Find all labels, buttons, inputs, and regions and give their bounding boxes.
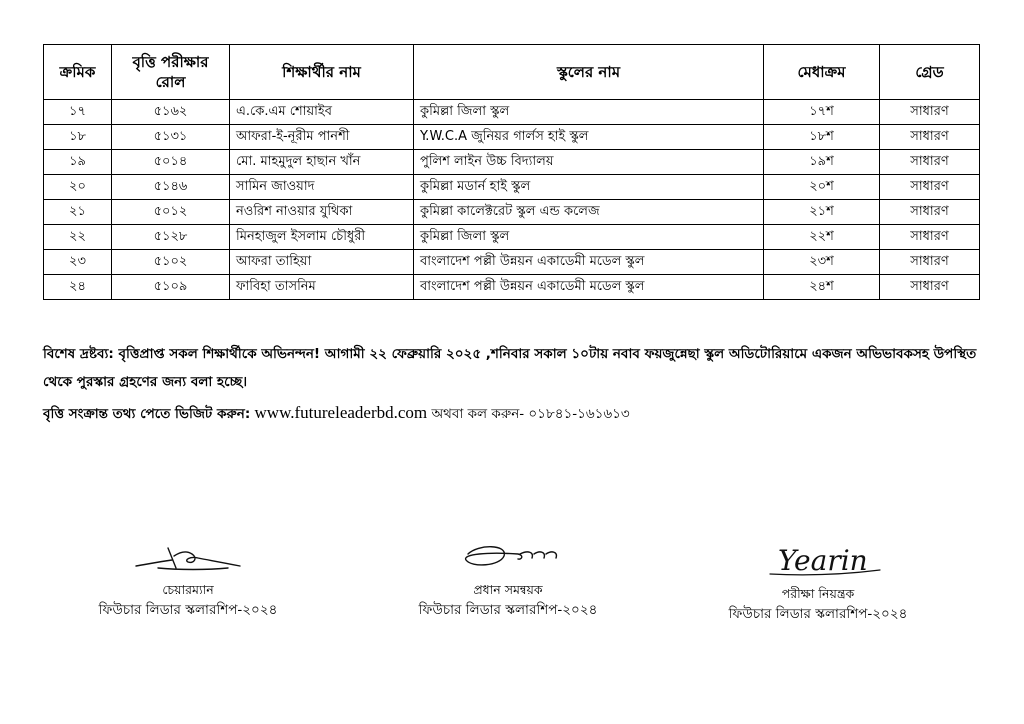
table-row [44, 100, 980, 125]
cell-student-name: মো. মাহমুদুল হাছান খাঁন [230, 150, 414, 175]
signature-coordinator-icon [448, 540, 568, 574]
cell-school-name: বাংলাদেশ পল্লী উন্নয়ন একাডেমী মডেল স্কুল [414, 275, 764, 300]
cell-merit-position: ২৩শ [764, 250, 880, 275]
table-row [44, 250, 980, 275]
header-roll: বৃত্তি পরীক্ষার রোল [112, 45, 230, 100]
cell-grade: সাধারণ [880, 125, 980, 150]
signature-title: চেয়ারম্যান [162, 582, 214, 597]
signature-exam-controller-icon [748, 540, 888, 578]
signature-chairman-icon [128, 540, 248, 574]
cell-grade: সাধারণ [880, 200, 980, 225]
cell-school-name: পুলিশ লাইন উচ্চ বিদ্যালয় [414, 150, 764, 175]
contact-info-label: বৃত্তি সংক্রান্ত তথ্য পেতে ভিজিট করুন: [43, 406, 251, 422]
cell-roll: ৫১০৯ [112, 275, 230, 300]
cell-roll: ৫১০২ [112, 250, 230, 275]
cell-student-name: সামিন জাওয়াদ [230, 175, 414, 200]
signature-org: ফিউচার লিডার স্কলারশিপ-২০২৪ [418, 602, 598, 618]
cell-student-name: আফরা তাহিয়া [230, 250, 414, 275]
cell-merit-position: ১৮শ [764, 125, 880, 150]
svg-text:Yearin: Yearin [778, 544, 868, 577]
cell-serial: ২৩ [44, 250, 112, 275]
signature-title: পরীক্ষা নিয়ন্ত্রক [781, 586, 855, 601]
table-row [44, 275, 980, 300]
cell-serial: ১৯ [44, 150, 112, 175]
website-link[interactable]: www.futureleaderbd.com [254, 403, 428, 422]
cell-grade: সাধারণ [880, 275, 980, 300]
cell-school-name: বাংলাদেশ পল্লী উন্নয়ন একাডেমী মডেল স্কুল [414, 250, 764, 275]
cell-merit-position: ১৯শ [764, 150, 880, 175]
table-row [44, 200, 980, 225]
cell-serial: ১৮ [44, 125, 112, 150]
cell-roll: ৫০১২ [112, 200, 230, 225]
contact-info [43, 401, 993, 426]
cell-grade: সাধারণ [880, 250, 980, 275]
table-header-row [44, 45, 980, 100]
table-row [44, 175, 980, 200]
cell-roll: ৫১৪৬ [112, 175, 230, 200]
cell-merit-position: ১৭শ [764, 100, 880, 125]
scholarship-results-table [43, 44, 980, 300]
cell-school-name: কুমিল্লা কালেক্টরেট স্কুল এন্ড কলেজ [414, 200, 764, 225]
cell-roll: ৫০১৪ [112, 150, 230, 175]
cell-student-name: আফরা-ই-নূরীম পানশী [230, 125, 414, 150]
table-row [44, 150, 980, 175]
header-grade: গ্রেড [880, 45, 980, 100]
cell-serial: ২২ [44, 225, 112, 250]
cell-grade: সাধারণ [880, 225, 980, 250]
cell-serial: ২১ [44, 200, 112, 225]
signature-org: ফিউচার লিডার স্কলারশিপ-২০২৪ [728, 606, 908, 622]
table-row [44, 225, 980, 250]
cell-roll: ৫১৩১ [112, 125, 230, 150]
cell-merit-position: ২০শ [764, 175, 880, 200]
signature-org: ফিউচার লিডার স্কলারশিপ-২০২৪ [98, 602, 278, 618]
cell-school-name: কুমিল্লা জিলা স্কুল [414, 100, 764, 125]
cell-merit-position: ২১শ [764, 200, 880, 225]
cell-merit-position: ২৪শ [764, 275, 880, 300]
signature-block-exam-controller [688, 540, 948, 624]
header-school-name: স্কুলের নাম [414, 45, 764, 100]
cell-serial: ২৪ [44, 275, 112, 300]
cell-student-name: নওরিশ নাওয়ার যুথিকা [230, 200, 414, 225]
cell-serial: ২০ [44, 175, 112, 200]
signature-block-chairman [58, 540, 318, 620]
cell-grade: সাধারণ [880, 100, 980, 125]
header-serial: ক্রমিক [44, 45, 112, 100]
cell-student-name: এ.কে.এম শোয়াইব [230, 100, 414, 125]
cell-student-name: মিনহাজুল ইসলাম চৌধুরী [230, 225, 414, 250]
cell-roll: ৫১২৮ [112, 225, 230, 250]
call-info: অথবা কল করুন- ০১৮৪১-১৬১৬১৩ [431, 406, 630, 422]
header-merit-position: মেধাক্রম [764, 45, 880, 100]
cell-school-name: Y.W.C.A জুনিয়র গার্লস হাই স্কুল [414, 125, 764, 150]
cell-school-name: কুমিল্লা মডার্ন হাই স্কুল [414, 175, 764, 200]
special-notice: বিশেষ দ্রষ্টব্য: বৃত্তিপ্রাপ্ত সকল শিক্ষার্থীকে অভিনন্দন! আগামী ২২ ফেব্রুয়ারি ২০২৫ ,শনিবার সকাল ১০টায় নবাব ফয়জুন্নেছা স্কুল অডিটোরিয়ামে একজন অভিভাবকসহ উপস্থিত থেকে পুরস্কার গ্রহণের জন্য বলা হচ্ছে। [43, 346, 977, 390]
cell-student-name: ফাবিহা তাসনিম [230, 275, 414, 300]
cell-merit-position: ২২শ [764, 225, 880, 250]
cell-school-name: কুমিল্লা জিলা স্কুল [414, 225, 764, 250]
table-row [44, 125, 980, 150]
signature-title: প্রধান সমন্বয়ক [473, 582, 543, 597]
header-student-name: শিক্ষার্থীর নাম [230, 45, 414, 100]
cell-grade: সাধারণ [880, 150, 980, 175]
signature-block-coordinator [378, 540, 638, 620]
cell-serial: ১৭ [44, 100, 112, 125]
cell-grade: সাধারণ [880, 175, 980, 200]
cell-roll: ৫১৬২ [112, 100, 230, 125]
